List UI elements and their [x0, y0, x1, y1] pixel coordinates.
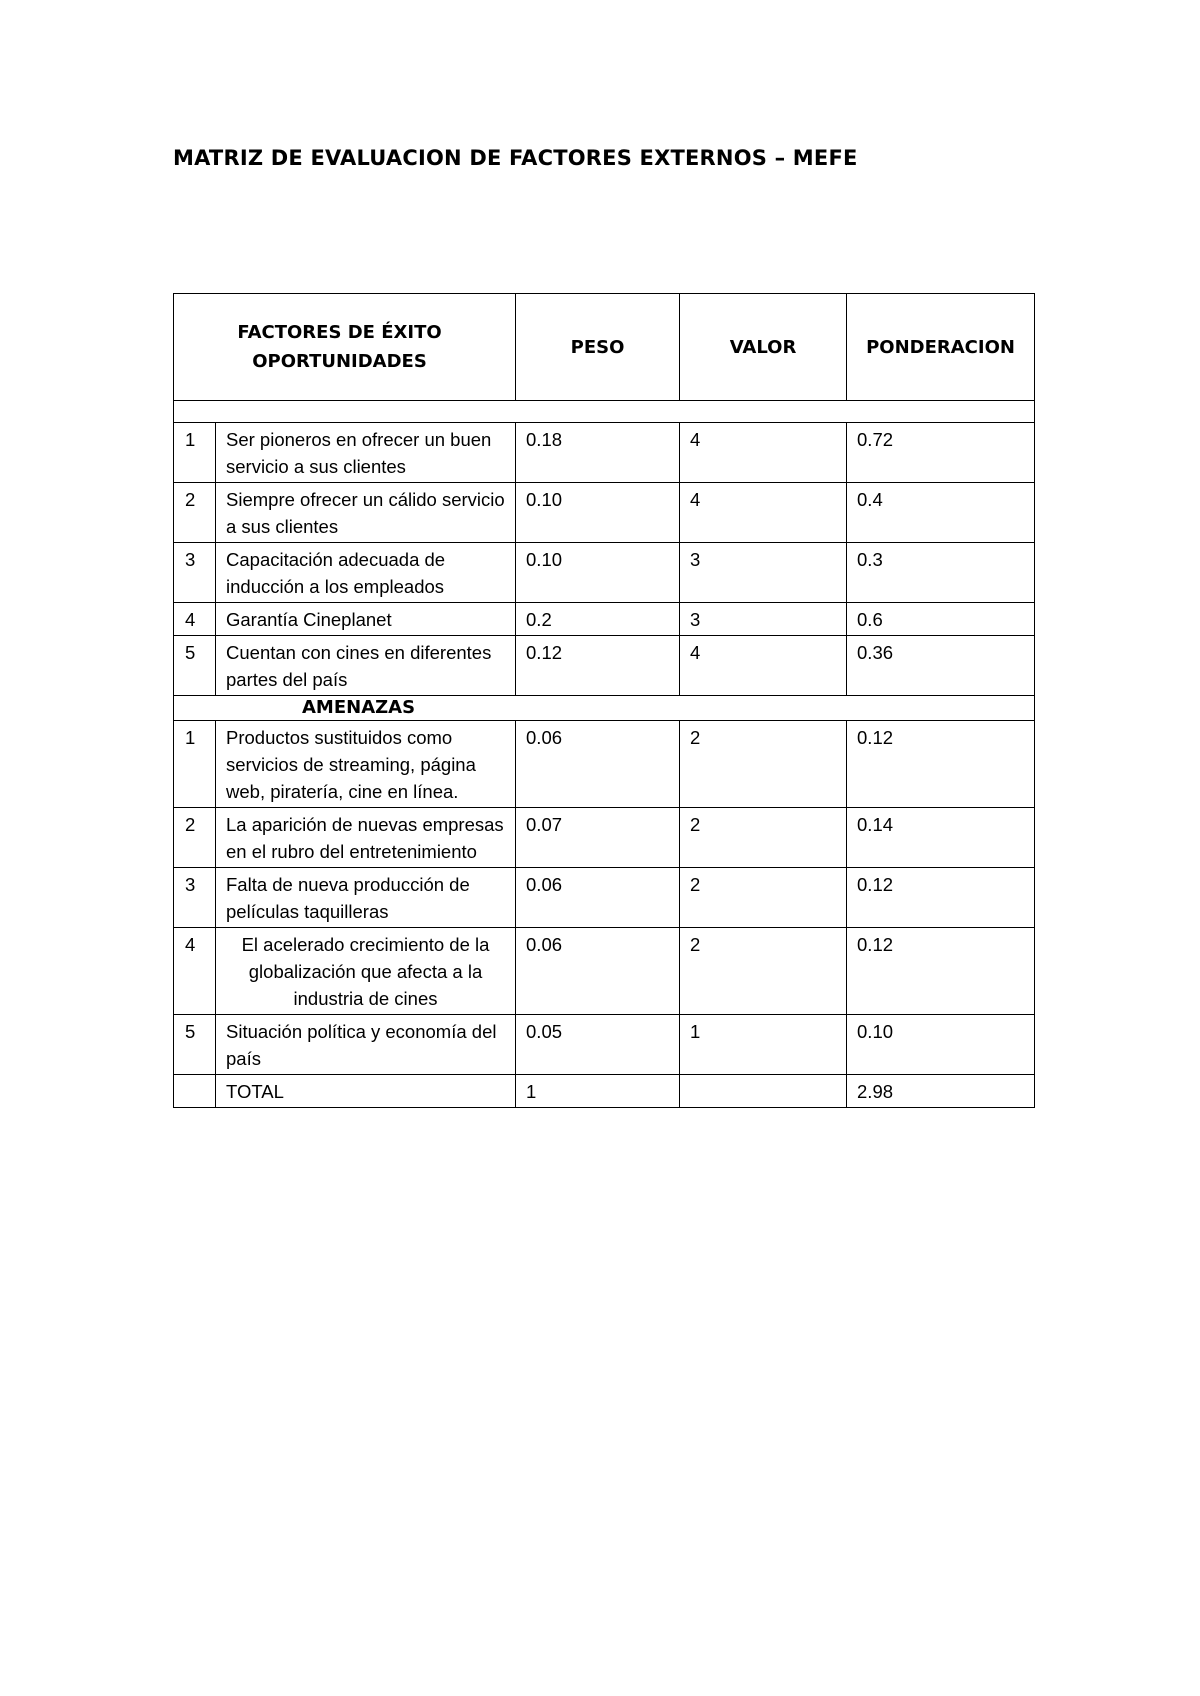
total-peso: 1 — [516, 1075, 680, 1108]
peso-cell: 0.06 — [516, 721, 680, 808]
valor-cell: 2 — [680, 808, 847, 868]
ponderacion-cell: 0.12 — [847, 721, 1035, 808]
table-row — [174, 721, 1035, 808]
row-number: 2 — [174, 808, 216, 868]
table-row — [174, 423, 1035, 483]
ponderacion-cell: 0.6 — [847, 603, 1035, 636]
ponderacion-cell: 0.12 — [847, 928, 1035, 1015]
row-number: 4 — [174, 603, 216, 636]
row-number: 2 — [174, 483, 216, 543]
valor-cell: 1 — [680, 1015, 847, 1075]
ponderacion-cell: 0.14 — [847, 808, 1035, 868]
valor-cell: 2 — [680, 721, 847, 808]
row-number: 4 — [174, 928, 216, 1015]
row-number: 3 — [174, 543, 216, 603]
page-title: MATRIZ DE EVALUACION DE FACTORES EXTERNOS – MEFE — [173, 146, 858, 170]
total-row — [174, 1075, 1035, 1108]
factor-cell: Ser pioneros en ofrecer un buen servicio a sus clientes — [216, 423, 516, 483]
ponderacion-cell: 0.72 — [847, 423, 1035, 483]
factor-cell: Situación política y economía del país — [216, 1015, 516, 1075]
header-factores-line2: OPORTUNIDADES — [252, 351, 427, 372]
total-number-cell — [174, 1075, 216, 1108]
peso-cell: 0.12 — [516, 636, 680, 696]
threats-label: AMENAZAS — [174, 696, 1035, 721]
factor-cell: El acelerado crecimiento de la globalización que afecta a la industria de cines — [216, 928, 516, 1015]
header-factores — [174, 294, 516, 401]
table-row — [174, 1015, 1035, 1075]
table-row — [174, 636, 1035, 696]
peso-cell: 0.18 — [516, 423, 680, 483]
valor-cell: 4 — [680, 636, 847, 696]
ponderacion-cell: 0.12 — [847, 868, 1035, 928]
table-row — [174, 483, 1035, 543]
header-valor: VALOR — [680, 294, 847, 401]
factor-cell: Siempre ofrecer un cálido servicio a sus clientes — [216, 483, 516, 543]
factor-cell: Capacitación adecuada de inducción a los empleados — [216, 543, 516, 603]
header-peso: PESO — [516, 294, 680, 401]
peso-cell: 0.10 — [516, 483, 680, 543]
row-number: 5 — [174, 1015, 216, 1075]
factor-cell: Productos sustituidos como servicios de streaming, página web, piratería, cine en línea. — [216, 721, 516, 808]
valor-cell: 3 — [680, 603, 847, 636]
valor-cell: 4 — [680, 483, 847, 543]
peso-cell: 0.07 — [516, 808, 680, 868]
row-number: 5 — [174, 636, 216, 696]
row-number: 1 — [174, 423, 216, 483]
table-row — [174, 543, 1035, 603]
total-ponderacion: 2.98 — [847, 1075, 1035, 1108]
ponderacion-cell: 0.36 — [847, 636, 1035, 696]
peso-cell: 0.10 — [516, 543, 680, 603]
threats-section-row — [174, 696, 1035, 721]
valor-cell: 2 — [680, 928, 847, 1015]
header-factores-line1: FACTORES DE ÉXITO — [237, 322, 442, 343]
mefe-table — [173, 293, 1035, 1108]
table-header-row — [174, 294, 1035, 401]
factor-cell: Falta de nueva producción de películas taquilleras — [216, 868, 516, 928]
row-number: 3 — [174, 868, 216, 928]
row-number: 1 — [174, 721, 216, 808]
ponderacion-cell: 0.4 — [847, 483, 1035, 543]
table-row — [174, 603, 1035, 636]
total-valor — [680, 1075, 847, 1108]
spacer-row — [174, 401, 1035, 423]
peso-cell: 0.06 — [516, 868, 680, 928]
peso-cell: 0.06 — [516, 928, 680, 1015]
factor-cell: Garantía Cineplanet — [216, 603, 516, 636]
factor-cell: Cuentan con cines en diferentes partes del país — [216, 636, 516, 696]
table-row — [174, 808, 1035, 868]
table-row — [174, 868, 1035, 928]
valor-cell: 3 — [680, 543, 847, 603]
spacer-cell — [174, 401, 1035, 423]
valor-cell: 2 — [680, 868, 847, 928]
total-label: TOTAL — [216, 1075, 516, 1108]
peso-cell: 0.05 — [516, 1015, 680, 1075]
valor-cell: 4 — [680, 423, 847, 483]
header-ponderacion: PONDERACION — [847, 294, 1035, 401]
ponderacion-cell: 0.3 — [847, 543, 1035, 603]
peso-cell: 0.2 — [516, 603, 680, 636]
factor-cell: La aparición de nuevas empresas en el rubro del entretenimiento — [216, 808, 516, 868]
ponderacion-cell: 0.10 — [847, 1015, 1035, 1075]
table-row — [174, 928, 1035, 1015]
